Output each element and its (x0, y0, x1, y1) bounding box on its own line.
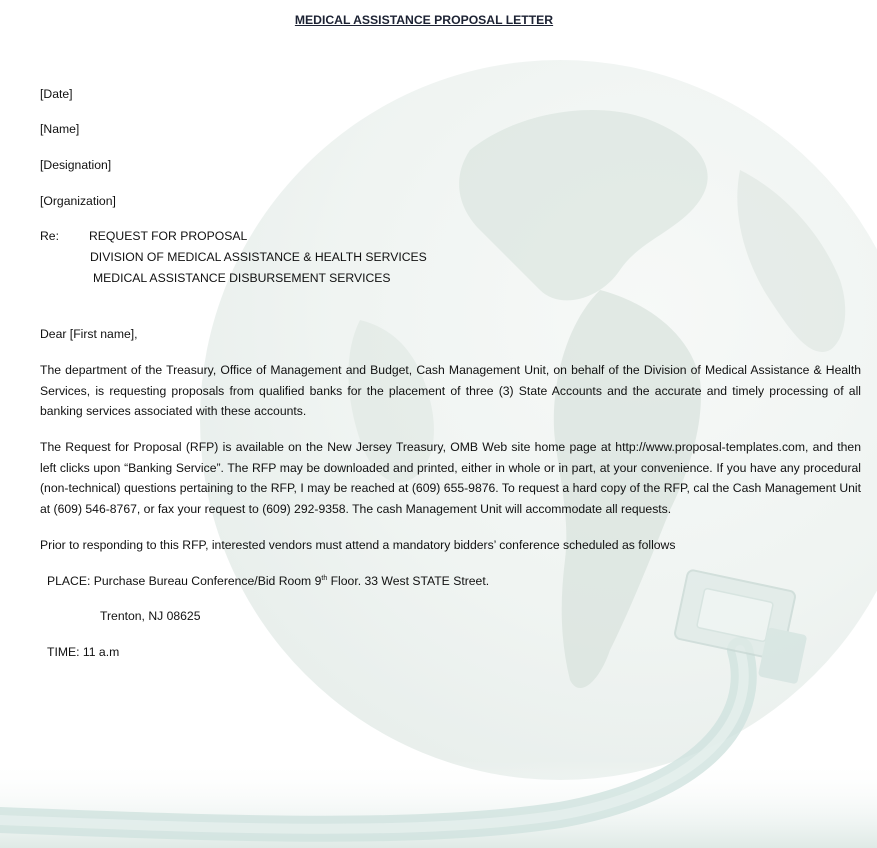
time-line: TIME: 11 a.m (47, 645, 120, 659)
place-ordinal: th (321, 575, 328, 582)
paragraph-3: Prior to responding to this RFP, interested vendors must attend a mandatory bidders’ conference scheduled as follows (40, 538, 676, 552)
city-line: Trenton, NJ 08625 (100, 609, 201, 623)
salutation: Dear [First name], (40, 327, 138, 341)
re-line-2: DIVISION OF MEDICAL ASSISTANCE & HEALTH SERVICES (90, 250, 427, 264)
place-line (47, 571, 489, 592)
name-placeholder: [Name] (40, 122, 80, 136)
place-suffix: Floor. 33 West STATE Street. (327, 574, 490, 588)
date-placeholder: [Date] (40, 87, 73, 101)
paragraph-1: The department of the Treasury, Office of Management and Budget, Cash Management Unit, on behalf of the Division of Medical Assistance & Health Services, is requesting proposals from qualified banks for the placement of three (3) State Accounts and the accurate and timely processing of all banking services associated with these accounts. (40, 363, 861, 418)
organization-placeholder: [Organization] (40, 194, 116, 208)
re-label: Re: (40, 229, 59, 243)
re-line-1: REQUEST FOR PROPOSAL (89, 229, 248, 243)
letter-title: MEDICAL ASSISTANCE PROPOSAL LETTER (294, 13, 554, 27)
paragraph-2: The Request for Proposal (RFP) is available on the New Jersey Treasury, OMB Web site home page at http://www.proposal-templates.com, and then left clicks upon “Banking Service”. The RFP may be downloaded and printed, either in whole or in part, at your convenience. If you have any procedural (non-technical) questions pertaining to the RFP, I may be reached at (609) 655-9876. To request a hard copy of the RFP, cal the Cash Management Unit at (609) 546-8767, or fax your request to (609) 292-9358. The cash Management Unit will accommodate all requests. (40, 440, 861, 516)
place-prefix: PLACE: Purchase Bureau Conference/Bid Room 9 (47, 574, 322, 588)
re-line-3: MEDICAL ASSISTANCE DISBURSEMENT SERVICES (93, 271, 391, 285)
designation-placeholder: [Designation] (40, 158, 112, 172)
